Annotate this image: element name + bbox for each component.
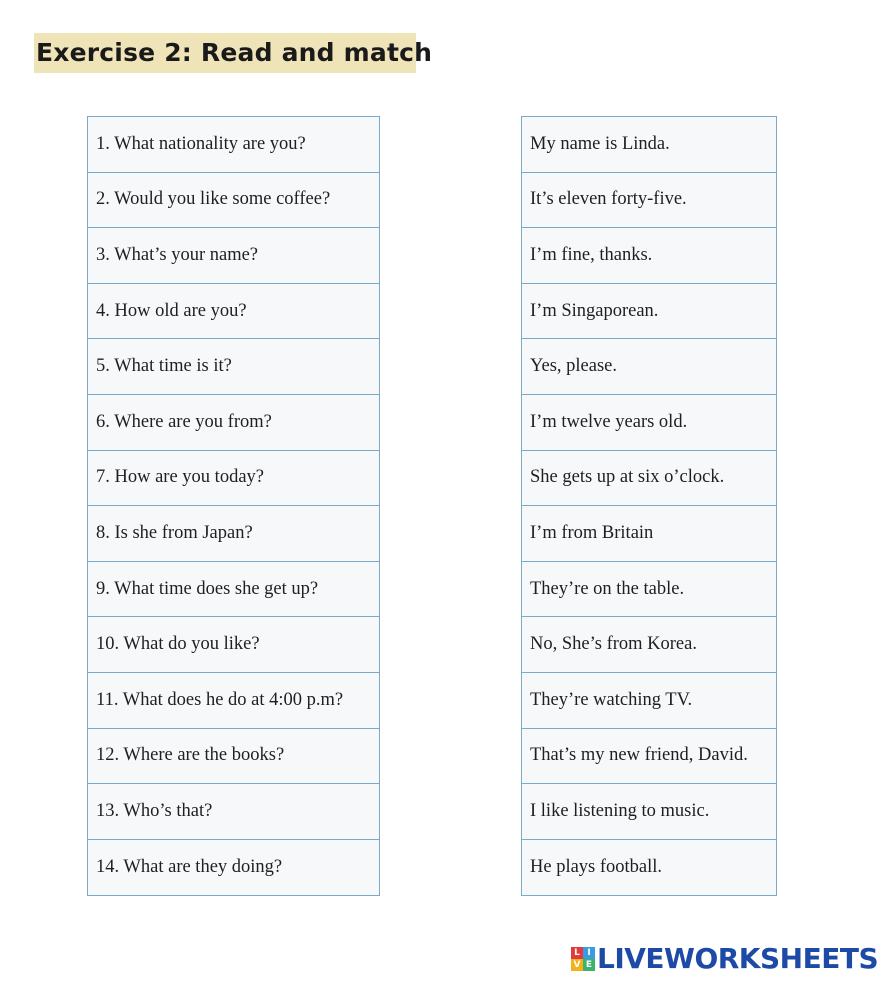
- answer-item[interactable]: No, She’s from Korea.: [522, 617, 776, 673]
- question-item[interactable]: 7. How are you today?: [88, 451, 379, 507]
- question-item[interactable]: 12. Where are the books?: [88, 729, 379, 785]
- answer-item[interactable]: She gets up at six o’clock.: [522, 451, 776, 507]
- liveworksheets-logo[interactable]: [571, 944, 878, 974]
- answer-item[interactable]: I’m Singaporean.: [522, 284, 776, 340]
- answer-item[interactable]: They’re watching TV.: [522, 673, 776, 729]
- question-item[interactable]: 10. What do you like?: [88, 617, 379, 673]
- logo-mark-letter: E: [583, 959, 595, 971]
- liveworksheets-logo-icon: [571, 947, 595, 971]
- question-item[interactable]: 4. How old are you?: [88, 284, 379, 340]
- question-item[interactable]: 9. What time does she get up?: [88, 562, 379, 618]
- answer-item[interactable]: Yes, please.: [522, 339, 776, 395]
- question-item[interactable]: 3. What’s your name?: [88, 228, 379, 284]
- answer-item[interactable]: That’s my new friend, David.: [522, 729, 776, 785]
- answers-column: [521, 116, 777, 896]
- question-item[interactable]: 13. Who’s that?: [88, 784, 379, 840]
- answer-item[interactable]: I like listening to music.: [522, 784, 776, 840]
- question-item[interactable]: 14. What are they doing?: [88, 840, 379, 896]
- question-item[interactable]: 1. What nationality are you?: [88, 117, 379, 173]
- answer-item[interactable]: I’m fine, thanks.: [522, 228, 776, 284]
- answer-item[interactable]: I’m twelve years old.: [522, 395, 776, 451]
- question-item[interactable]: 8. Is she from Japan?: [88, 506, 379, 562]
- exercise-title: Exercise 2: Read and match: [36, 38, 433, 67]
- answer-item[interactable]: It’s eleven forty-five.: [522, 173, 776, 229]
- exercise-title-banner: [34, 33, 433, 73]
- answer-item[interactable]: My name is Linda.: [522, 117, 776, 173]
- question-item[interactable]: 2. Would you like some coffee?: [88, 173, 379, 229]
- logo-mark-letter: L: [571, 947, 583, 959]
- answer-item[interactable]: He plays football.: [522, 840, 776, 896]
- question-item[interactable]: 6. Where are you from?: [88, 395, 379, 451]
- logo-mark-letter: V: [571, 959, 583, 971]
- logo-mark-letter: I: [583, 947, 595, 959]
- liveworksheets-logo-text: LIVEWORKSHEETS: [597, 942, 878, 975]
- question-item[interactable]: 5. What time is it?: [88, 339, 379, 395]
- question-item[interactable]: 11. What does he do at 4:00 p.m?: [88, 673, 379, 729]
- questions-column: [87, 116, 380, 896]
- answer-item[interactable]: They’re on the table.: [522, 562, 776, 618]
- answer-item[interactable]: I’m from Britain: [522, 506, 776, 562]
